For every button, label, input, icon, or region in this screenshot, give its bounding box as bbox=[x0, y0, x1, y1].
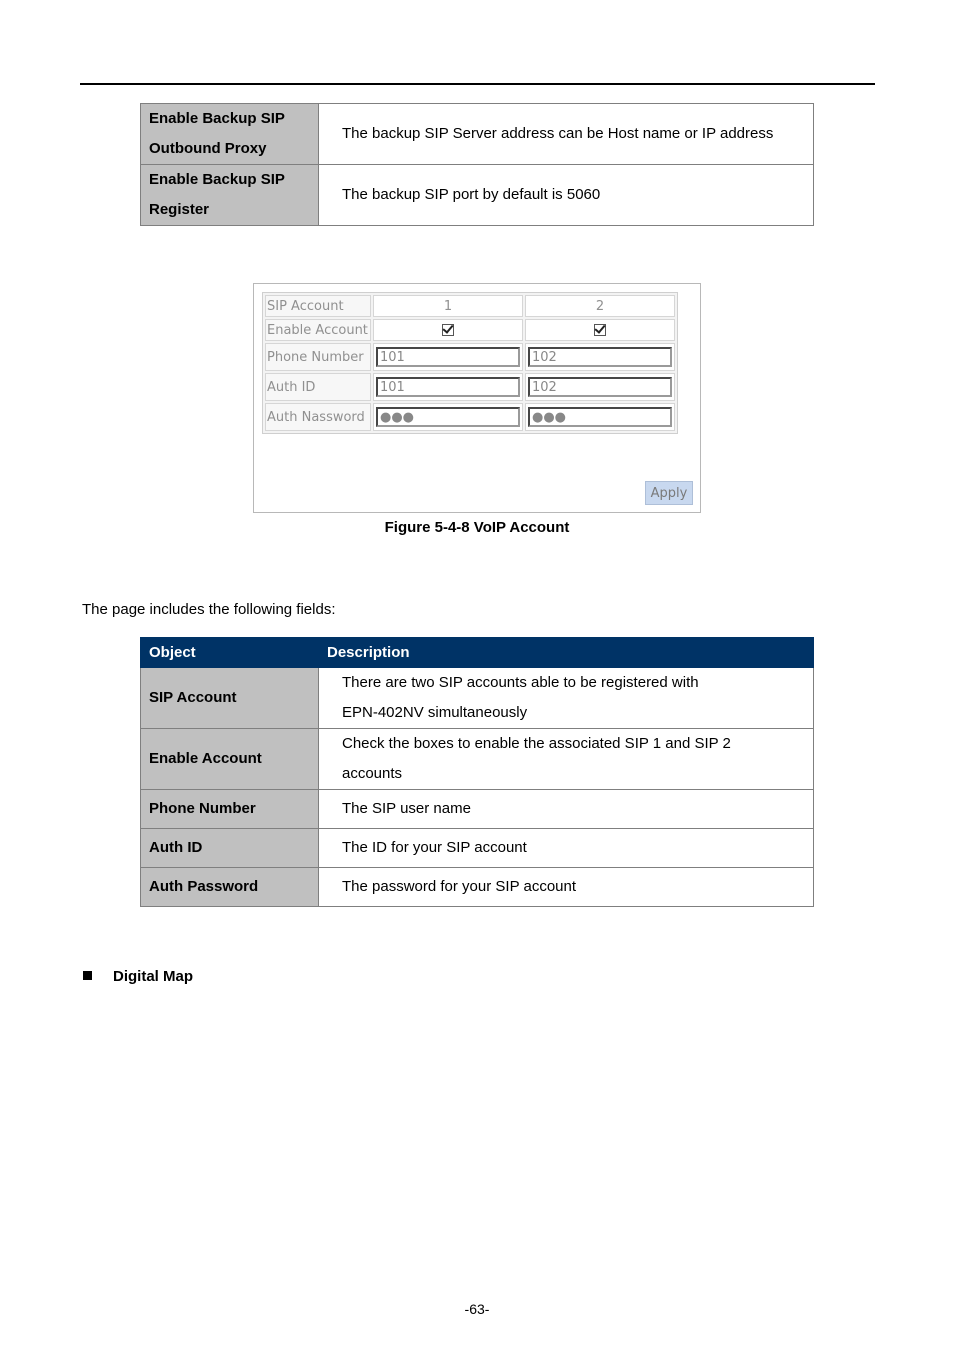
enable-account-1-checkbox[interactable] bbox=[442, 324, 454, 336]
intro-text: The page includes the following fields: bbox=[82, 601, 336, 618]
object-cell: SIP Account bbox=[141, 668, 319, 729]
description-cell: The backup SIP port by default is 5060 bbox=[319, 165, 814, 226]
auth-id-2-input[interactable]: 102 bbox=[528, 377, 672, 397]
phone-number-row bbox=[265, 343, 675, 371]
description-cell: Check the boxes to enable the associated SIP 1 and SIP 2 accounts bbox=[319, 729, 814, 790]
sip-account-row bbox=[265, 295, 675, 317]
section-heading-text: Digital Map bbox=[113, 968, 194, 985]
table-row bbox=[141, 829, 814, 868]
object-cell: Auth Password bbox=[141, 868, 319, 907]
voip-account-figure bbox=[253, 283, 701, 513]
description-cell: The backup SIP Server address can be Host name or IP address bbox=[319, 104, 814, 165]
auth-id-label: Auth ID bbox=[265, 373, 371, 401]
auth-id-row bbox=[265, 373, 675, 401]
object-column-header: Object bbox=[141, 638, 319, 668]
enable-account-label: Enable Account bbox=[265, 319, 371, 341]
table-row bbox=[141, 729, 814, 790]
table-row bbox=[141, 868, 814, 907]
top-rule bbox=[80, 83, 875, 85]
table-header-row bbox=[141, 638, 814, 668]
auth-password-label: Auth Nassword bbox=[265, 403, 371, 431]
sip-account-label: SIP Account bbox=[265, 295, 371, 317]
table-row bbox=[141, 165, 814, 226]
figure-caption: Figure 5-4-8 VoIP Account bbox=[384, 519, 570, 536]
object-cell: Auth ID bbox=[141, 829, 319, 868]
square-bullet-icon bbox=[83, 971, 92, 980]
object-cell: Enable Backup SIP Outbound Proxy bbox=[141, 104, 319, 165]
fields-table bbox=[140, 637, 814, 907]
object-cell: Enable Backup SIP Register bbox=[141, 165, 319, 226]
auth-password-row bbox=[265, 403, 675, 431]
description-cell: There are two SIP accounts able to be registered with EPN-402NV simultaneously bbox=[319, 668, 814, 729]
auth-password-2-input[interactable]: ●●● bbox=[528, 407, 672, 427]
section-heading bbox=[83, 968, 193, 985]
auth-password-1-input[interactable]: ●●● bbox=[376, 407, 520, 427]
table-row bbox=[141, 668, 814, 729]
object-cell: Phone Number bbox=[141, 790, 319, 829]
backup-sip-table bbox=[140, 103, 814, 226]
description-column-header: Description bbox=[319, 638, 814, 668]
description-cell: The SIP user name bbox=[319, 790, 814, 829]
table-row bbox=[141, 104, 814, 165]
auth-id-1-input[interactable]: 101 bbox=[376, 377, 520, 397]
apply-button[interactable]: Apply bbox=[645, 481, 693, 505]
table-row bbox=[141, 790, 814, 829]
phone-number-2-input[interactable]: 102 bbox=[528, 347, 672, 367]
voip-account-form bbox=[262, 292, 678, 434]
enable-account-2-checkbox[interactable] bbox=[594, 324, 606, 336]
description-cell: The ID for your SIP account bbox=[319, 829, 814, 868]
phone-number-1-input[interactable]: 101 bbox=[376, 347, 520, 367]
sip-account-2-header: 2 bbox=[525, 295, 675, 317]
page-number: -63- bbox=[464, 1301, 490, 1317]
sip-account-1-header: 1 bbox=[373, 295, 523, 317]
enable-account-row bbox=[265, 319, 675, 341]
description-cell: The password for your SIP account bbox=[319, 868, 814, 907]
phone-number-label: Phone Number bbox=[265, 343, 371, 371]
object-cell: Enable Account bbox=[141, 729, 319, 790]
